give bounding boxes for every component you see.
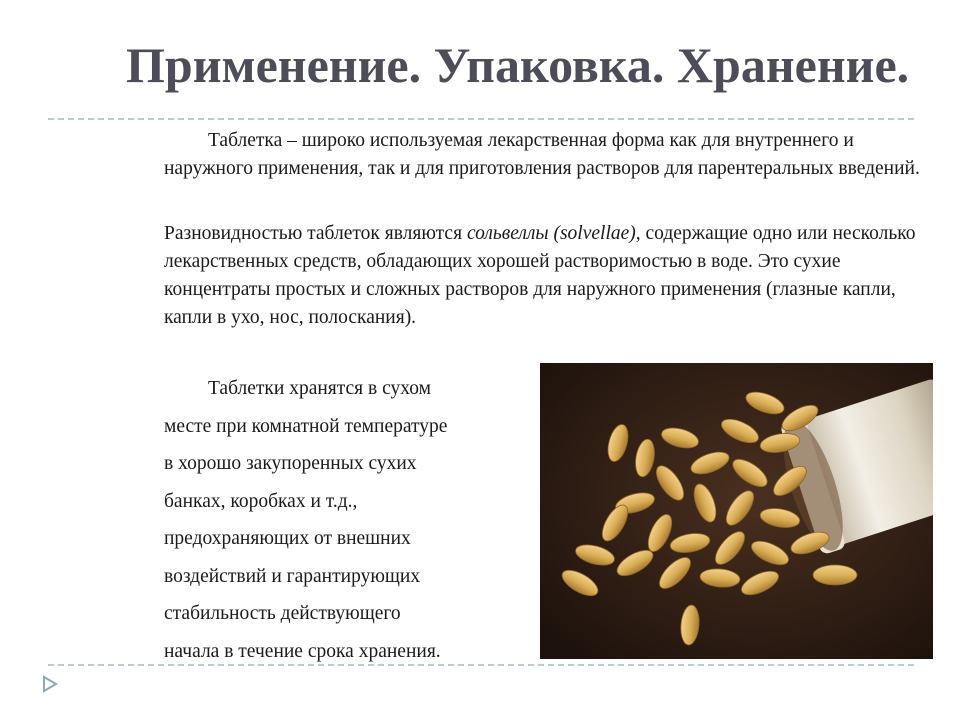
storage-line: предохраняющих от внешних [164,528,411,549]
paragraph-solvellae-end: , содержащие одно или несколько лекарственных средств, обладающих хорошей растворимостью в воде. Это сухие концентраты простых и сложных растворов для наружного применения (глазные капли, капли в ухо, нос, полоскания). [164,223,916,328]
storage-line: месте при комнатной температуре [164,415,448,437]
storage-line: стабильность действующего [164,603,401,624]
bottom-divider [48,664,914,666]
storage-line: воздействий и гарантирующих [164,565,421,587]
tablets-illustration [540,363,933,659]
paragraph-solvellae-start: Разновидностью таблеток являются [164,223,467,244]
slide-nav-arrow-icon [42,675,58,698]
storage-line: банках, коробках и т.д., [164,490,358,512]
solvellae-term: сольвеллы (solvellae) [466,223,636,244]
storage-line: начала в течение срока хранения. [164,640,441,662]
storage-paragraph [164,370,534,670]
paragraph-solvellae [164,220,924,332]
storage-line: Таблетки хранятся в сухом [208,378,431,399]
tablets-photo [540,363,933,659]
slide-title: Применение. Упаковка. Хранение. [126,37,910,93]
top-divider [48,118,914,120]
storage-line: в хорошо закупоренных сухих [164,453,417,474]
paragraph-tablet-definition: Таблетка – широко используемая лекарственная форма как для внутреннего и наружного применения, так и для приготовления растворов для парентеральных введений. [164,130,920,179]
